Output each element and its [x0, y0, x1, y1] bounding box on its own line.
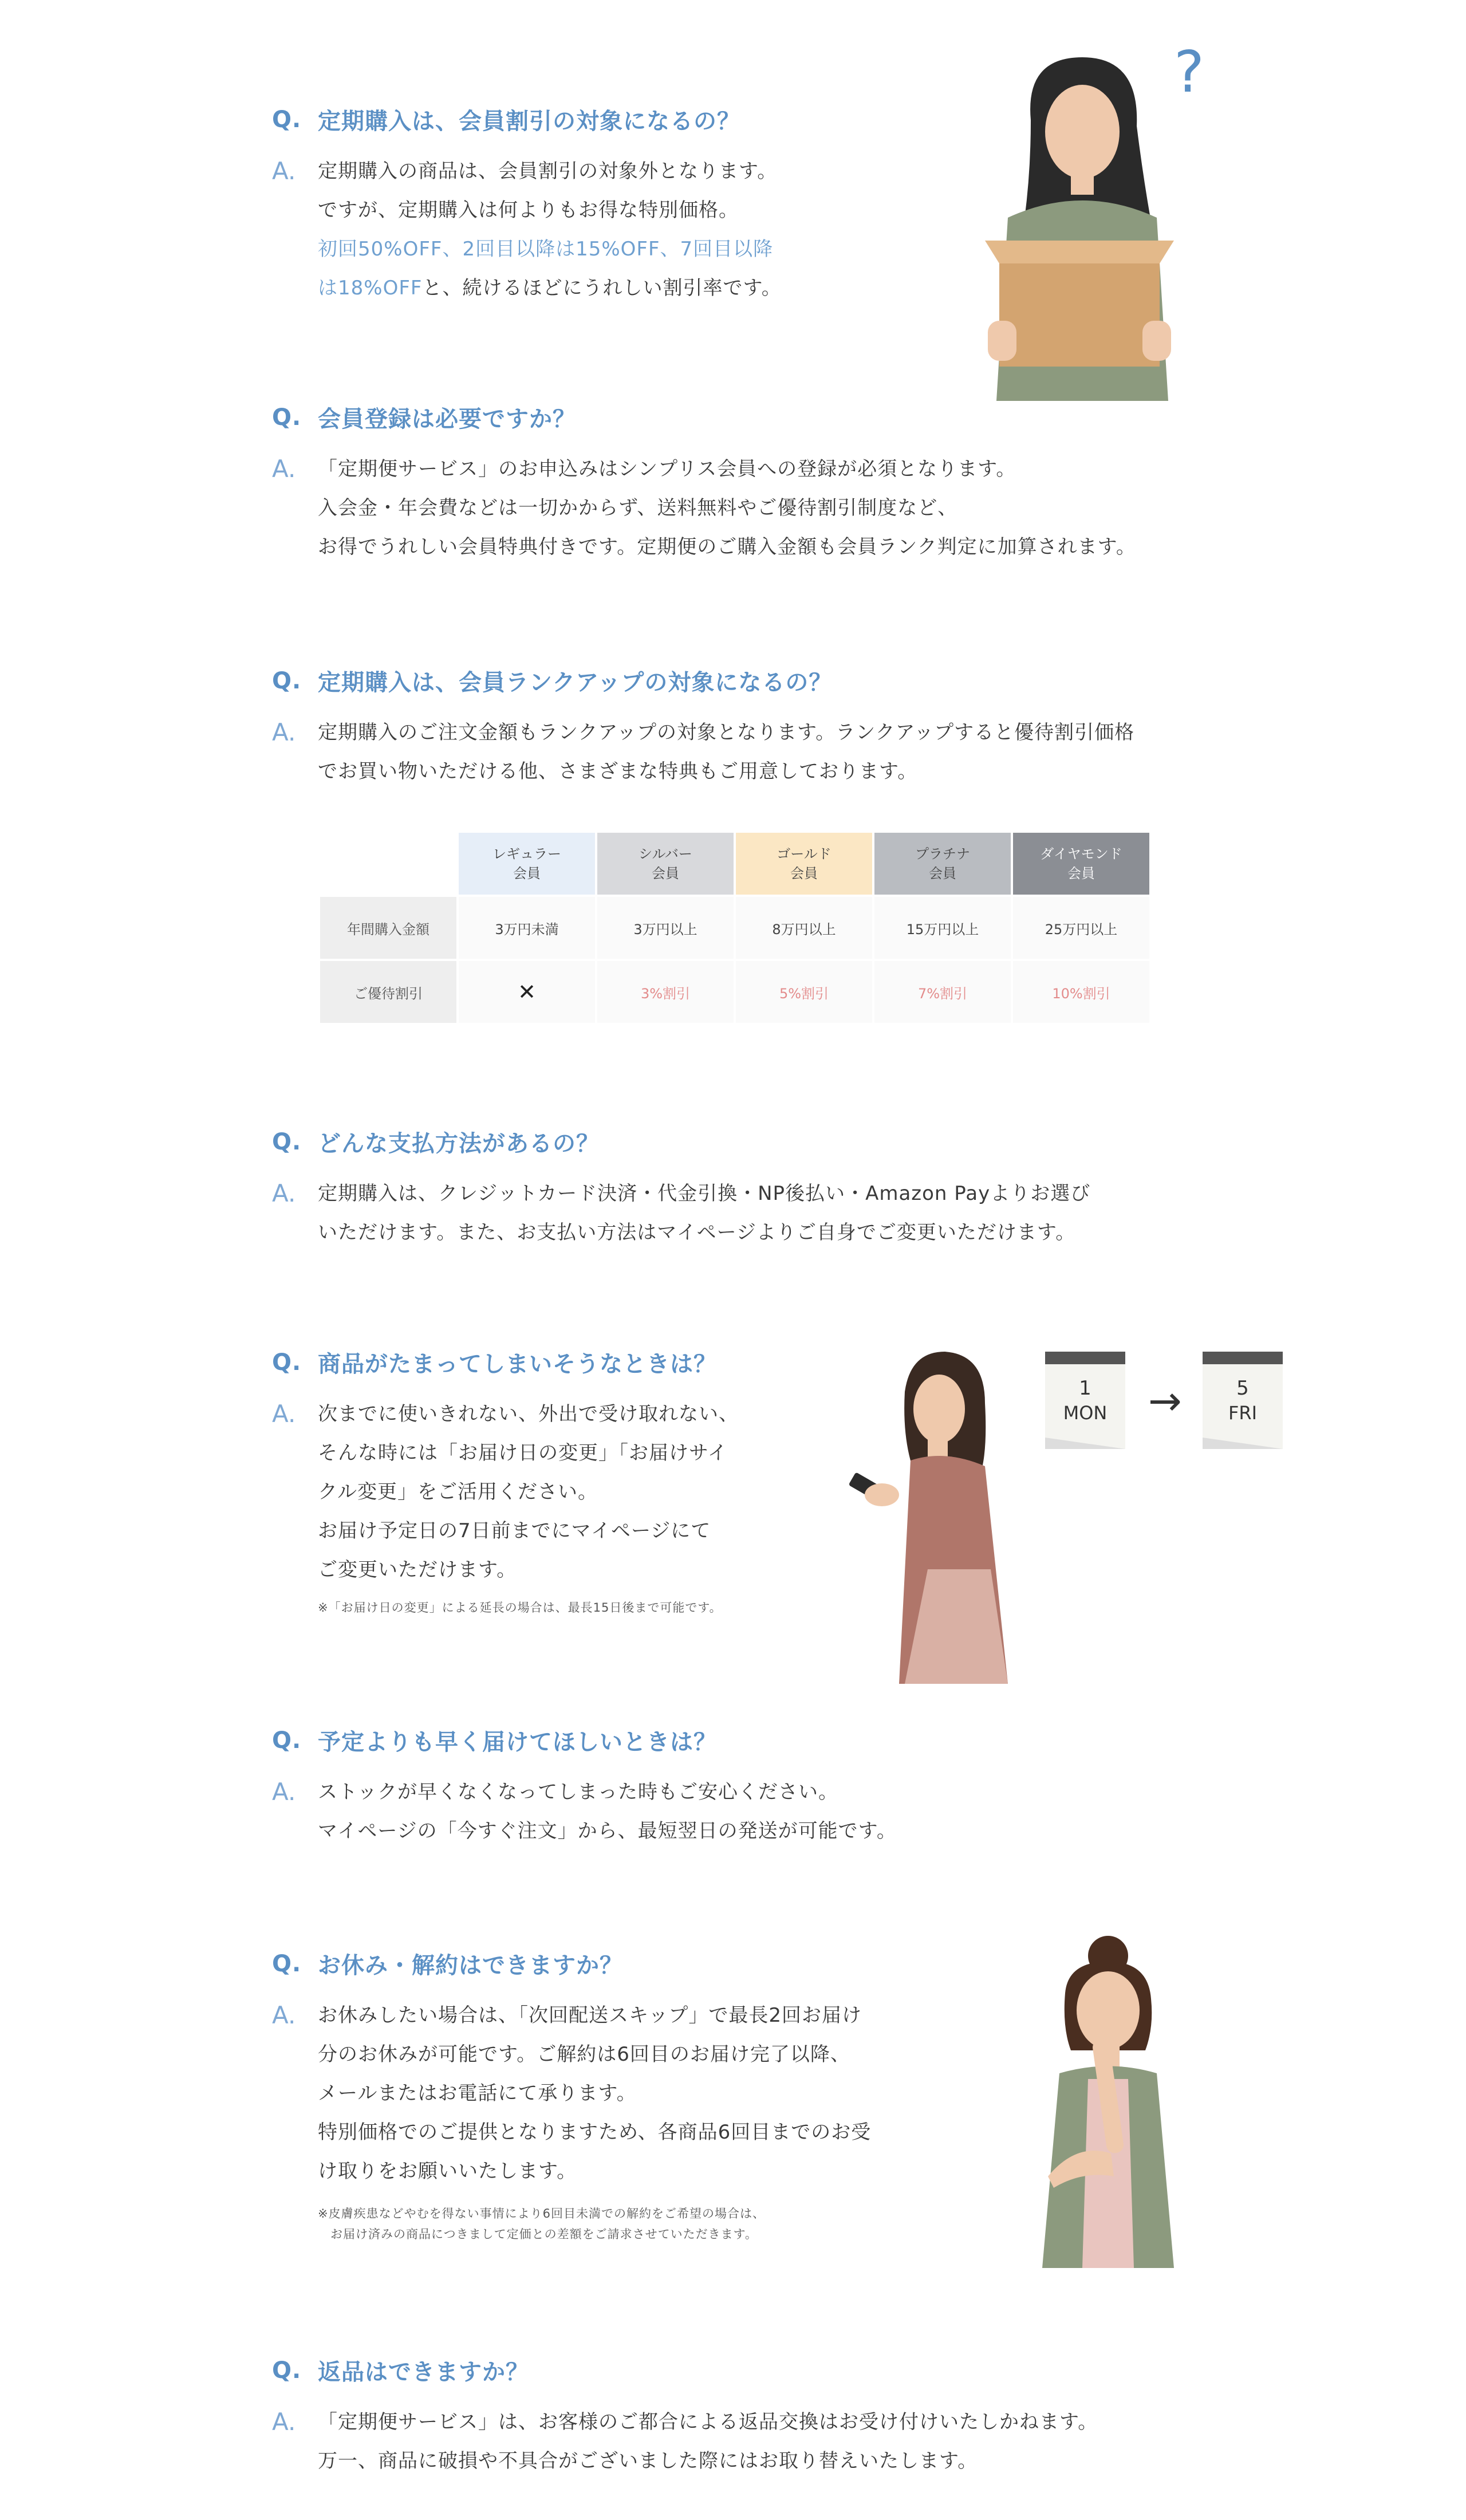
- answer: A. 定期購入は、クレジットカード決済・代金引換・NP後払い・Amazon Payよりお選び いただけます。また、お支払い方法はマイページよりご自身でご変更いただけます。: [272, 1179, 1091, 1244]
- tier-header: ゴールド 会員: [736, 833, 872, 895]
- faq-item: [272, 1724, 897, 1850]
- faq-item: [272, 1125, 1090, 1252]
- answer: A. お休みしたい場合は、「次回配送スキップ」で最長2回お届け 分のお休みが可能です。ご解約は6回目のお届け完了以降、 メールまたはお電話にて承ります。 特別価格でのご提供となりますため、各商品6回目までのお受 け取りをお願いいたします。 ※皮膚疾患などやむを得ない事情により6回目未満での解約をご希望の場合は、 お届け済みの商品につきまして定価との差額をご請求させていただきます。: [272, 1996, 871, 2245]
- table-cell: 5%割引: [736, 961, 872, 1023]
- faq-item: [272, 103, 782, 308]
- table-row: [320, 961, 1149, 1023]
- cross-icon: ✕: [459, 961, 595, 1023]
- tier-header: レギュラー 会員: [459, 833, 595, 895]
- arrow-right-icon: →: [1148, 1377, 1182, 1424]
- faq-item: [272, 1947, 871, 2245]
- answer: A. 「定期便サービス」は、お客様のご都合による返品交換はお受け付けいたしかねます。 万一、商品に破損や不具合がございました際にはお取り替えいたします。: [272, 2408, 1098, 2472]
- question: Q. お休み・解約はできますか？: [272, 1950, 623, 1979]
- table-cell: 3万円未満: [459, 897, 595, 959]
- svg-text:1: 1: [1079, 1377, 1091, 1400]
- answer: A. 定期購入のご注文金額もランクアップの対象となります。ランクアップすると優待割引価格 でお買い物いただける他、さまざまな特典もご用意しております。: [272, 718, 1135, 783]
- svg-text:5: 5: [1236, 1377, 1249, 1400]
- table-cell: 3万円以上: [597, 897, 734, 959]
- table-cell: 10%割引: [1013, 961, 1149, 1023]
- faq-item: [272, 1346, 739, 1618]
- question-mark-icon: ?: [1174, 46, 1205, 105]
- svg-text:MON: MON: [1063, 1402, 1108, 1424]
- question: Q. 定期購入は、会員割引の対象になるの？: [272, 106, 740, 135]
- svg-text:FRI: FRI: [1228, 1402, 1258, 1424]
- answer: A. 次までに使いきれない、外出で受け取れない、 そんな時には「お届け日の変更」「お届けサイ クル変更」をご活用ください。 お届け予定日の7日前までにマイページにて ご変更いただけます。 ※「お届け日の変更」による延長の場合は、最長15日後まで可能です。: [272, 1395, 739, 1618]
- table-cell: 8万円以上: [736, 897, 872, 959]
- question: Q. 予定よりも早く届けてほしいときは？: [272, 1727, 717, 1755]
- faq-item: [272, 401, 1136, 566]
- table-row: [320, 897, 1149, 959]
- tier-header: ダイヤモンド 会員: [1013, 833, 1149, 895]
- faq-item: [272, 664, 1134, 791]
- tier-header: プラチナ 会員: [874, 833, 1011, 895]
- answer: A. 「定期便サービス」のお申込みはシンプリス会員への登録が必須となります。 入会金・年会費などは一切かからず、送料無料やご優待割引制度など、 お得でうれしい会員特典付きです。定期便のご購入金額も会員ランク判定に加算されます。: [272, 455, 1136, 558]
- faq-item: [272, 2354, 1098, 2480]
- question: Q. 商品がたまってしまいそうなときは？: [272, 1349, 717, 1377]
- woman-holding-box-illustration: [985, 46, 1225, 401]
- woman-with-phone-illustration: [848, 1340, 1294, 1684]
- table-cell: 15万円以上: [874, 897, 1011, 959]
- question: Q. 会員登録は必要ですか？: [272, 404, 576, 432]
- table-cell: 3%割引: [597, 961, 734, 1023]
- table-cell: 7%割引: [874, 961, 1011, 1023]
- calendar-icon: [1203, 1352, 1283, 1449]
- question: Q. 定期購入は、会員ランクアップの対象になるの？: [272, 667, 833, 696]
- footnote: ※皮膚疾患などやむを得ない事情により6回目未満での解約をご希望の場合は、 お届け済みの商品につきまして定価との差額をご請求させていただきます。: [318, 2207, 765, 2241]
- question: Q. どんな支払方法があるの？: [272, 1128, 600, 1157]
- row-label: 年間購入金額: [320, 897, 456, 959]
- thinking-woman-illustration: [1008, 1936, 1214, 2268]
- question: Q. 返品はできますか？: [272, 2357, 529, 2385]
- answer: A. ストックが早くなくなってしまった時もご安心ください。 マイページの「今すぐ注文」から、最短翌日の発送が可能です。: [272, 1778, 897, 1842]
- table-cell: 25万円以上: [1013, 897, 1149, 959]
- calendar-icon: [1045, 1352, 1125, 1449]
- tier-header: シルバー 会員: [597, 833, 734, 895]
- member-rank-table: [318, 830, 1152, 1025]
- answer: A. 定期購入の商品は、会員割引の対象外となります。 ですが、定期購入は何よりもお得な特別価格。 初回50%OFF、2回目以降は15%OFF、7回目以降 は18%OFFと、続けるほどにうれしい割引率です。: [272, 157, 782, 300]
- row-label: ご優待割引: [320, 961, 456, 1023]
- footnote: ※「お届け日の変更」による延長の場合は、最長15日後まで可能です。: [318, 1601, 722, 1615]
